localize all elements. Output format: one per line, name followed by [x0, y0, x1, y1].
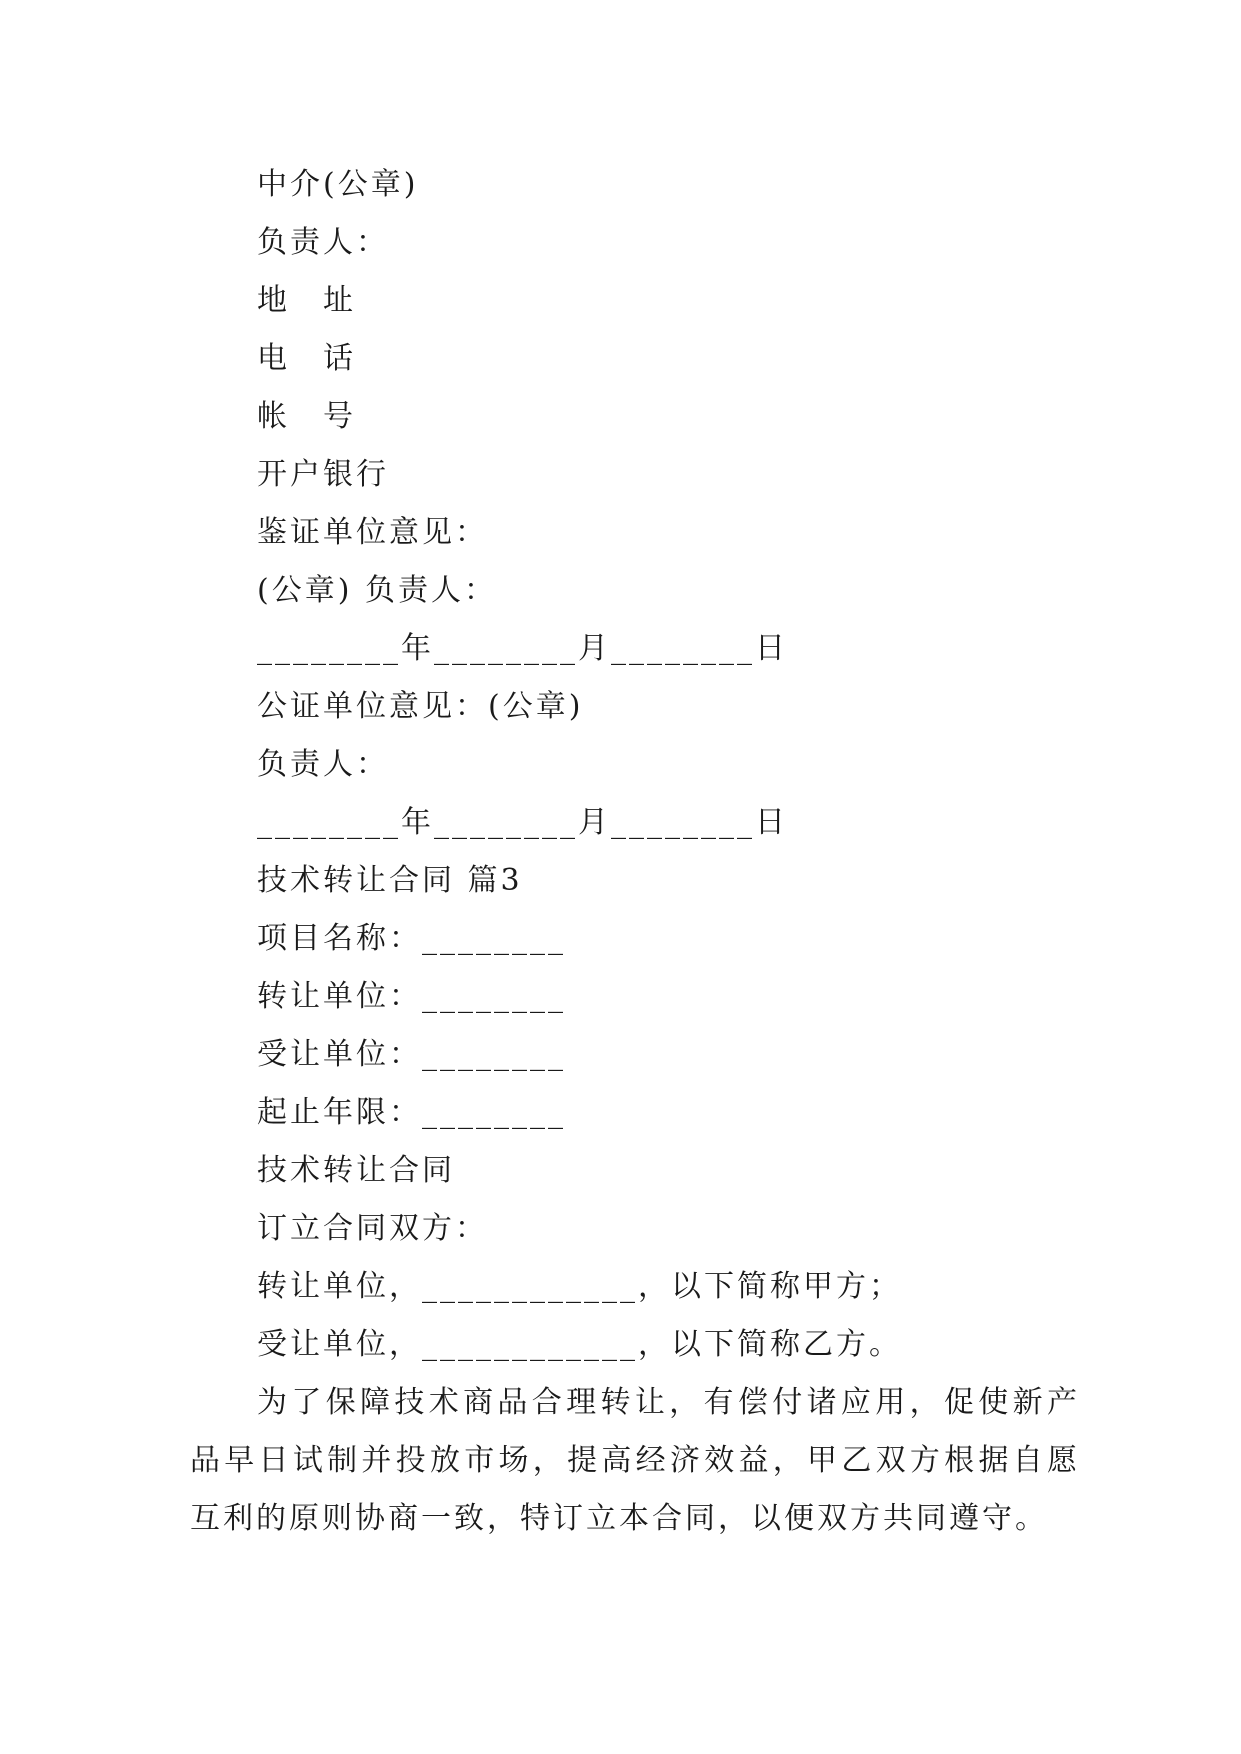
line-address: 地 址 — [257, 283, 356, 318]
line-date-2: ________年________月________日 — [257, 805, 788, 840]
line-date-1: ________年________月________日 — [257, 631, 788, 666]
line-transferor: 转让单位：________ — [257, 979, 566, 1014]
contract-title: 技术转让合同 — [257, 1153, 455, 1188]
line-seal-responsible: (公章) 负责人： — [257, 573, 497, 608]
line-party-a: 转让单位，____________，以下简称甲方； — [257, 1269, 902, 1304]
line-verification-opinion: 鉴证单位意见： — [257, 515, 488, 550]
line-bank: 开户银行 — [257, 457, 389, 492]
line-term: 起止年限：________ — [257, 1095, 566, 1130]
line-transferee: 受让单位：________ — [257, 1037, 566, 1072]
line-intermediary-seal: 中介(公章) — [257, 167, 419, 202]
line-party-b: 受让单位，____________，以下简称乙方。 — [257, 1327, 902, 1362]
line-notary-opinion: 公证单位意见：(公章) — [257, 689, 584, 724]
section-title: 技术转让合同 篇3 — [257, 863, 523, 898]
line-responsible-person: 负责人： — [257, 225, 389, 260]
line-project-name: 项目名称：________ — [257, 921, 566, 956]
line-account: 帐 号 — [257, 399, 356, 434]
body-paragraph: 为了保障技术商品合理转让，有偿付诸应用，促使新产品早日试制并投放市场，提高经济效益，甲乙双方根据自愿互利的原则协商一致，特订立本合同，以便双方共同遵守。 — [190, 1385, 1080, 1536]
line-responsible-person-2: 负责人： — [257, 747, 389, 782]
line-phone: 电 话 — [257, 341, 356, 376]
line-parties: 订立合同双方： — [257, 1211, 488, 1246]
